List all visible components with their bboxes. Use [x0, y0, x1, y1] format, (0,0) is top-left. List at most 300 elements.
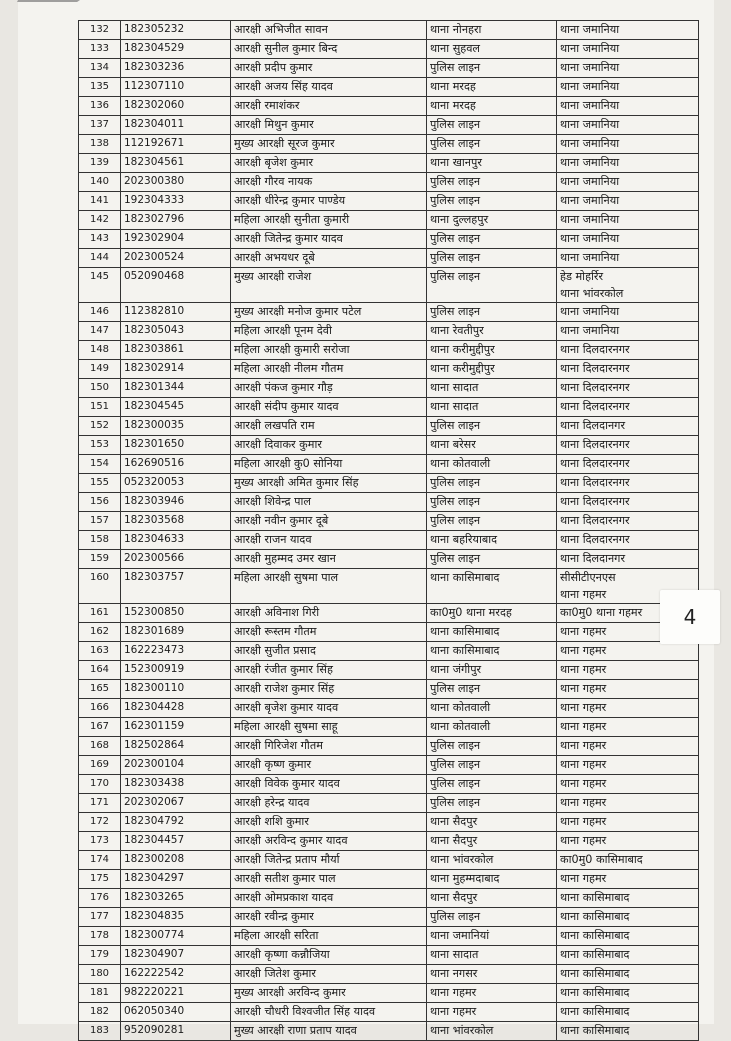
name-cell: आरक्षी जितेन्द्र प्रताप मौर्या — [231, 851, 427, 870]
to-posting-line: थाना दिलदारनगर — [560, 514, 630, 527]
serial-number-cell: 145 — [79, 268, 121, 303]
document-page — [18, 0, 714, 1037]
serial-number-cell: 181 — [79, 984, 121, 1003]
to-posting-line: थाना गहमर — [560, 701, 607, 714]
from-posting-cell: पुलिस लाइन — [427, 775, 557, 794]
pno-cell: 112192671 — [121, 135, 231, 154]
transfer-table-body — [79, 21, 699, 1041]
pno-cell: 182302914 — [121, 360, 231, 379]
from-posting-cell: थाना सादात — [427, 946, 557, 965]
from-posting-cell: पुलिस लाइन — [427, 794, 557, 813]
to-posting-cell — [557, 173, 699, 192]
to-posting-line: थाना जमानिया — [560, 232, 620, 245]
to-posting-cell — [557, 360, 699, 379]
name-cell: आरक्षी प्रदीप कुमार — [231, 59, 427, 78]
serial-number-cell: 133 — [79, 40, 121, 59]
pno-cell: 182303438 — [121, 775, 231, 794]
to-posting-cell — [557, 813, 699, 832]
to-posting-cell — [557, 21, 699, 40]
to-posting-cell — [557, 718, 699, 737]
name-cell: आरक्षी पंकज कुमार गौड़ — [231, 379, 427, 398]
table-row — [79, 661, 699, 680]
serial-number-cell: 139 — [79, 154, 121, 173]
serial-number-cell: 134 — [79, 59, 121, 78]
to-posting-cell — [557, 398, 699, 417]
to-posting-line: थाना जमानिया — [560, 194, 620, 207]
pno-cell: 982220221 — [121, 984, 231, 1003]
to-posting-line: थाना कासिमाबाद — [560, 929, 630, 942]
from-posting-cell: पुलिस लाइन — [427, 756, 557, 775]
pno-cell: 182304633 — [121, 531, 231, 550]
name-cell: आरक्षी बृजेश कुमार — [231, 154, 427, 173]
name-cell: आरक्षी अरविन्द कुमार यादव — [231, 832, 427, 851]
to-posting-line: थाना कासिमाबाद — [560, 1005, 630, 1018]
table-row — [79, 322, 699, 341]
to-posting-cell — [557, 870, 699, 889]
from-posting-cell: थाना नगसर — [427, 965, 557, 984]
pno-cell: 182304428 — [121, 699, 231, 718]
table-row — [79, 173, 699, 192]
table-row — [79, 436, 699, 455]
to-posting-cell — [557, 303, 699, 322]
pno-cell: 182303946 — [121, 493, 231, 512]
pno-cell: 182304545 — [121, 398, 231, 417]
table-row — [79, 737, 699, 756]
pno-cell: 182304297 — [121, 870, 231, 889]
to-posting-line: थाना गहमर — [560, 682, 607, 695]
name-cell: आरक्षी विवेक कुमार यादव — [231, 775, 427, 794]
table-row — [79, 59, 699, 78]
from-posting-cell: पुलिस लाइन — [427, 135, 557, 154]
table-row — [79, 832, 699, 851]
table-row — [79, 78, 699, 97]
name-cell: आरक्षी बृजेश कुमार यादव — [231, 699, 427, 718]
pno-cell: 162690516 — [121, 455, 231, 474]
pno-cell: 182300208 — [121, 851, 231, 870]
pno-cell: 182301650 — [121, 436, 231, 455]
to-posting-line: थाना जमानिया — [560, 42, 620, 55]
name-cell: महिला आरक्षी कुमारी सरोजा — [231, 341, 427, 360]
pno-cell: 112307110 — [121, 78, 231, 97]
serial-number-cell: 174 — [79, 851, 121, 870]
pno-cell: 182303861 — [121, 341, 231, 360]
from-posting-cell: पुलिस लाइन — [427, 417, 557, 436]
from-posting-cell: थाना गहमर — [427, 1003, 557, 1022]
pno-cell: 152300850 — [121, 604, 231, 623]
from-posting-cell: थाना रेवतीपुर — [427, 322, 557, 341]
name-cell: आरक्षी कृष्णा कन्नौजिया — [231, 946, 427, 965]
to-posting-cell — [557, 512, 699, 531]
from-posting-cell: थाना करीमुद्दीपुर — [427, 360, 557, 379]
from-posting-cell: पुलिस लाइन — [427, 59, 557, 78]
serial-number-cell: 149 — [79, 360, 121, 379]
name-cell: महिला आरक्षी सुनीता कुमारी — [231, 211, 427, 230]
from-posting-cell: थाना कोतवाली — [427, 699, 557, 718]
serial-number-cell: 152 — [79, 417, 121, 436]
to-posting-line: थाना जमानिया — [560, 305, 620, 318]
pno-cell: 182303265 — [121, 889, 231, 908]
to-posting-line: थाना भांवरकोल — [560, 287, 624, 300]
serial-number-cell: 183 — [79, 1022, 121, 1041]
to-posting-line: थाना गहमर — [560, 739, 607, 752]
serial-number-cell: 153 — [79, 436, 121, 455]
pno-cell: 192304333 — [121, 192, 231, 211]
to-posting-cell — [557, 116, 699, 135]
name-cell: महिला आरक्षी नीलम गौतम — [231, 360, 427, 379]
name-cell: महिला आरक्षी सुषमा पाल — [231, 569, 427, 604]
to-posting-cell — [557, 78, 699, 97]
from-posting-cell: पुलिस लाइन — [427, 249, 557, 268]
to-posting-cell — [557, 756, 699, 775]
name-cell: आरक्षी धीरेन्द्र कुमार पाण्डेय — [231, 192, 427, 211]
table-row — [79, 908, 699, 927]
pno-cell: 202300566 — [121, 550, 231, 569]
pno-cell: 182304011 — [121, 116, 231, 135]
pno-cell: 182304907 — [121, 946, 231, 965]
name-cell: आरक्षी गिरिजेश गौतम — [231, 737, 427, 756]
to-posting-cell — [557, 436, 699, 455]
to-posting-line: थाना जमानिया — [560, 156, 620, 169]
to-posting-cell — [557, 341, 699, 360]
from-posting-cell: थाना मरदह — [427, 97, 557, 116]
from-posting-cell: थाना कासिमाबाद — [427, 623, 557, 642]
to-posting-cell — [557, 474, 699, 493]
pno-cell: 182301344 — [121, 379, 231, 398]
from-posting-cell: थाना सैदपुर — [427, 813, 557, 832]
pno-cell: 182304529 — [121, 40, 231, 59]
pno-cell: 182301689 — [121, 623, 231, 642]
to-posting-cell — [557, 97, 699, 116]
to-posting-line: थाना गहमर — [560, 663, 607, 676]
pno-cell: 162222542 — [121, 965, 231, 984]
serial-number-cell: 171 — [79, 794, 121, 813]
serial-number-cell: 177 — [79, 908, 121, 927]
pno-cell: 202300104 — [121, 756, 231, 775]
name-cell: मुख्य आरक्षी सूरज कुमार — [231, 135, 427, 154]
serial-number-cell: 173 — [79, 832, 121, 851]
serial-number-cell: 157 — [79, 512, 121, 531]
to-posting-line: थाना जमानिया — [560, 118, 620, 131]
serial-number-cell: 178 — [79, 927, 121, 946]
to-posting-line: थाना गहमर — [560, 625, 607, 638]
from-posting-cell: थाना गहमर — [427, 984, 557, 1003]
serial-number-cell: 143 — [79, 230, 121, 249]
serial-number-cell: 155 — [79, 474, 121, 493]
to-posting-cell — [557, 211, 699, 230]
name-cell: आरक्षी अविनाश गिरी — [231, 604, 427, 623]
pno-cell: 182305232 — [121, 21, 231, 40]
from-posting-cell: थाना कोतवाली — [427, 455, 557, 474]
to-posting-line: थाना दिलदानगर — [560, 552, 626, 565]
serial-number-cell: 168 — [79, 737, 121, 756]
name-cell: आरक्षी नवीन कुमार दूबे — [231, 512, 427, 531]
from-posting-cell: थाना सुहवल — [427, 40, 557, 59]
to-posting-line: थाना गहमर — [560, 872, 607, 885]
name-cell: आरक्षी शिवेन्द्र पाल — [231, 493, 427, 512]
to-posting-line: थाना गहमर — [560, 720, 607, 733]
name-cell: मुख्य आरक्षी राणा प्रताप यादव — [231, 1022, 427, 1041]
serial-number-cell: 138 — [79, 135, 121, 154]
pno-cell: 202300380 — [121, 173, 231, 192]
to-posting-cell — [557, 927, 699, 946]
to-posting-cell — [557, 40, 699, 59]
serial-number-cell: 141 — [79, 192, 121, 211]
table-row — [79, 493, 699, 512]
serial-number-cell: 165 — [79, 680, 121, 699]
name-cell: आरक्षी संदीप कुमार यादव — [231, 398, 427, 417]
to-posting-cell — [557, 230, 699, 249]
table-row — [79, 268, 699, 303]
to-posting-line: का0मु0 थाना गहमर — [560, 606, 643, 619]
to-posting-line: थाना दिलदारनगर — [560, 381, 630, 394]
from-posting-cell: थाना जंगीपुर — [427, 661, 557, 680]
pno-cell: 182302796 — [121, 211, 231, 230]
pno-cell: 182304835 — [121, 908, 231, 927]
from-posting-cell: पुलिस लाइन — [427, 192, 557, 211]
serial-number-cell: 140 — [79, 173, 121, 192]
table-row — [79, 1003, 699, 1022]
to-posting-line: थाना दिलदारनगर — [560, 476, 630, 489]
to-posting-line: थाना गहमर — [560, 588, 607, 601]
table-row — [79, 851, 699, 870]
from-posting-cell: थाना नोनहरा — [427, 21, 557, 40]
name-cell: आरक्षी रंजीत कुमार सिंह — [231, 661, 427, 680]
to-posting-line: थाना जमानिया — [560, 324, 620, 337]
serial-number-cell: 175 — [79, 870, 121, 889]
serial-number-cell: 170 — [79, 775, 121, 794]
table-row — [79, 794, 699, 813]
name-cell: आरक्षी लखपति राम — [231, 417, 427, 436]
table-row — [79, 192, 699, 211]
to-posting-cell — [557, 322, 699, 341]
from-posting-cell: पुलिस लाइन — [427, 512, 557, 531]
name-cell: आरक्षी शशि कुमार — [231, 813, 427, 832]
from-posting-cell: थाना सैदपुर — [427, 832, 557, 851]
serial-number-cell: 164 — [79, 661, 121, 680]
from-posting-cell: थाना सादात — [427, 398, 557, 417]
pno-cell: 162223473 — [121, 642, 231, 661]
to-posting-cell — [557, 737, 699, 756]
to-posting-cell — [557, 908, 699, 927]
pno-cell: 052320053 — [121, 474, 231, 493]
from-posting-cell: थाना दुल्लहपुर — [427, 211, 557, 230]
name-cell: आरक्षी राजेश कुमार सिंह — [231, 680, 427, 699]
serial-number-cell: 151 — [79, 398, 121, 417]
to-posting-cell — [557, 794, 699, 813]
to-posting-cell — [557, 455, 699, 474]
serial-number-cell: 154 — [79, 455, 121, 474]
table-row — [79, 249, 699, 268]
table-row — [79, 474, 699, 493]
from-posting-cell: थाना भांवरकोल — [427, 1022, 557, 1041]
pno-cell: 202300524 — [121, 249, 231, 268]
table-row — [79, 455, 699, 474]
to-posting-cell — [557, 154, 699, 173]
from-posting-cell: पुलिस लाइन — [427, 173, 557, 192]
to-posting-line: थाना जमानिया — [560, 213, 620, 226]
to-posting-cell — [557, 851, 699, 870]
name-cell: आरक्षी जितेन्द्र कुमार यादव — [231, 230, 427, 249]
serial-number-cell: 160 — [79, 569, 121, 604]
pno-cell: 182304792 — [121, 813, 231, 832]
from-posting-cell: पुलिस लाइन — [427, 268, 557, 303]
name-cell: आरक्षी रमाशंकर — [231, 97, 427, 116]
serial-number-cell: 176 — [79, 889, 121, 908]
table-row — [79, 417, 699, 436]
to-posting-line: थाना जमानिया — [560, 80, 620, 93]
from-posting-cell: थाना कासिमाबाद — [427, 569, 557, 604]
pno-cell: 182300035 — [121, 417, 231, 436]
name-cell: आरक्षी गौरव नायक — [231, 173, 427, 192]
serial-number-cell: 172 — [79, 813, 121, 832]
serial-number-cell: 147 — [79, 322, 121, 341]
table-row — [79, 531, 699, 550]
table-row — [79, 230, 699, 249]
pno-cell: 952090281 — [121, 1022, 231, 1041]
table-row — [79, 398, 699, 417]
serial-number-cell: 144 — [79, 249, 121, 268]
from-posting-cell: थाना कासिमाबाद — [427, 642, 557, 661]
pno-cell: 182300110 — [121, 680, 231, 699]
from-posting-cell: का0मु0 थाना मरदह — [427, 604, 557, 623]
serial-number-cell: 158 — [79, 531, 121, 550]
table-row — [79, 604, 699, 623]
name-cell: आरक्षी दिवाकर कुमार — [231, 436, 427, 455]
pno-cell: 182303568 — [121, 512, 231, 531]
pno-cell: 152300919 — [121, 661, 231, 680]
to-posting-cell — [557, 965, 699, 984]
name-cell: आरक्षी अभयधर दूबे — [231, 249, 427, 268]
page-number: 4 — [660, 590, 720, 644]
to-posting-cell — [557, 832, 699, 851]
from-posting-cell: थाना कोतवाली — [427, 718, 557, 737]
from-posting-cell: थाना खानपुर — [427, 154, 557, 173]
serial-number-cell: 179 — [79, 946, 121, 965]
table-row — [79, 623, 699, 642]
to-posting-cell — [557, 417, 699, 436]
to-posting-line: थाना दिलदारनगर — [560, 343, 630, 356]
table-row — [79, 379, 699, 398]
from-posting-cell: पुलिस लाइन — [427, 474, 557, 493]
to-posting-cell — [557, 493, 699, 512]
pno-cell: 182304457 — [121, 832, 231, 851]
name-cell: मुख्य आरक्षी अमित कुमार सिंह — [231, 474, 427, 493]
name-cell: महिला आरक्षी कु0 सोनिया — [231, 455, 427, 474]
table-row — [79, 360, 699, 379]
table-row — [79, 135, 699, 154]
from-posting-cell: पुलिस लाइन — [427, 737, 557, 756]
serial-number-cell: 135 — [79, 78, 121, 97]
pno-cell: 182304561 — [121, 154, 231, 173]
name-cell: आरक्षी चौधरी विश्वजीत सिंह यादव — [231, 1003, 427, 1022]
table-row — [79, 813, 699, 832]
name-cell: आरक्षी सुजीत प्रसाद — [231, 642, 427, 661]
page-fold — [0, 0, 80, 72]
table-row — [79, 154, 699, 173]
to-posting-cell — [557, 379, 699, 398]
name-cell: आरक्षी मुहम्मद उमर खान — [231, 550, 427, 569]
serial-number-cell: 182 — [79, 1003, 121, 1022]
serial-number-cell: 136 — [79, 97, 121, 116]
pno-cell: 182303236 — [121, 59, 231, 78]
serial-number-cell: 159 — [79, 550, 121, 569]
name-cell: आरक्षी रूस्तम गौतम — [231, 623, 427, 642]
to-posting-line: का0मु0 कासिमाबाद — [560, 853, 643, 866]
table-row — [79, 21, 699, 40]
from-posting-cell: थाना बरेसर — [427, 436, 557, 455]
to-posting-line: थाना जमानिया — [560, 99, 620, 112]
transfer-table — [78, 20, 699, 1041]
to-posting-line: थाना गहमर — [560, 796, 607, 809]
to-posting-line: थाना गहमर — [560, 777, 607, 790]
to-posting-cell — [557, 268, 699, 303]
name-cell: आरक्षी अभिजीत सावन — [231, 21, 427, 40]
name-cell: आरक्षी सतीश कुमार पाल — [231, 870, 427, 889]
to-posting-line: थाना दिलदारनगर — [560, 438, 630, 451]
to-posting-line: थाना गहमर — [560, 834, 607, 847]
table-row — [79, 211, 699, 230]
to-posting-line: थाना दिलदारनगर — [560, 362, 630, 375]
name-cell: आरक्षी रवीन्द्र कुमार — [231, 908, 427, 927]
to-posting-line: थाना कासिमाबाद — [560, 986, 630, 999]
pno-cell: 182305043 — [121, 322, 231, 341]
to-posting-line: थाना जमानिया — [560, 23, 620, 36]
table-row — [79, 642, 699, 661]
to-posting-line: थाना गहमर — [560, 758, 607, 771]
serial-number-cell: 169 — [79, 756, 121, 775]
pno-cell: 112382810 — [121, 303, 231, 322]
table-row — [79, 97, 699, 116]
table-row — [79, 870, 699, 889]
from-posting-cell: थाना करीमुद्दीपुर — [427, 341, 557, 360]
to-posting-line: थाना जमानिया — [560, 61, 620, 74]
pno-cell: 202302067 — [121, 794, 231, 813]
from-posting-cell: पुलिस लाइन — [427, 550, 557, 569]
to-posting-line: थाना जमानिया — [560, 175, 620, 188]
serial-number-cell: 146 — [79, 303, 121, 322]
table-row — [79, 889, 699, 908]
to-posting-cell — [557, 1003, 699, 1022]
name-cell: आरक्षी मिथुन कुमार — [231, 116, 427, 135]
serial-number-cell: 166 — [79, 699, 121, 718]
table-row — [79, 756, 699, 775]
serial-number-cell: 156 — [79, 493, 121, 512]
table-row — [79, 1022, 699, 1041]
serial-number-cell: 180 — [79, 965, 121, 984]
pno-cell: 052090468 — [121, 268, 231, 303]
table-row — [79, 116, 699, 135]
name-cell: मुख्य आरक्षी राजेश — [231, 268, 427, 303]
name-cell: आरक्षी सुनील कुमार बिन्द — [231, 40, 427, 59]
table-row — [79, 718, 699, 737]
from-posting-cell: पुलिस लाइन — [427, 908, 557, 927]
name-cell: आरक्षी अजय सिंह यादव — [231, 78, 427, 97]
serial-number-cell: 137 — [79, 116, 121, 135]
from-posting-cell: थाना मरदह — [427, 78, 557, 97]
to-posting-cell — [557, 192, 699, 211]
table-row — [79, 569, 699, 604]
to-posting-line: थाना कासिमाबाद — [560, 891, 630, 904]
from-posting-cell: थाना सादात — [427, 379, 557, 398]
from-posting-cell: पुलिस लाइन — [427, 680, 557, 699]
to-posting-line: सीसीटीएनएस — [560, 571, 616, 584]
to-posting-line: थाना कासिमाबाद — [560, 948, 630, 961]
serial-number-cell: 162 — [79, 623, 121, 642]
serial-number-cell: 150 — [79, 379, 121, 398]
to-posting-cell — [557, 550, 699, 569]
name-cell: आरक्षी जितेश कुमार — [231, 965, 427, 984]
to-posting-line: थाना दिलदारनगर — [560, 400, 630, 413]
